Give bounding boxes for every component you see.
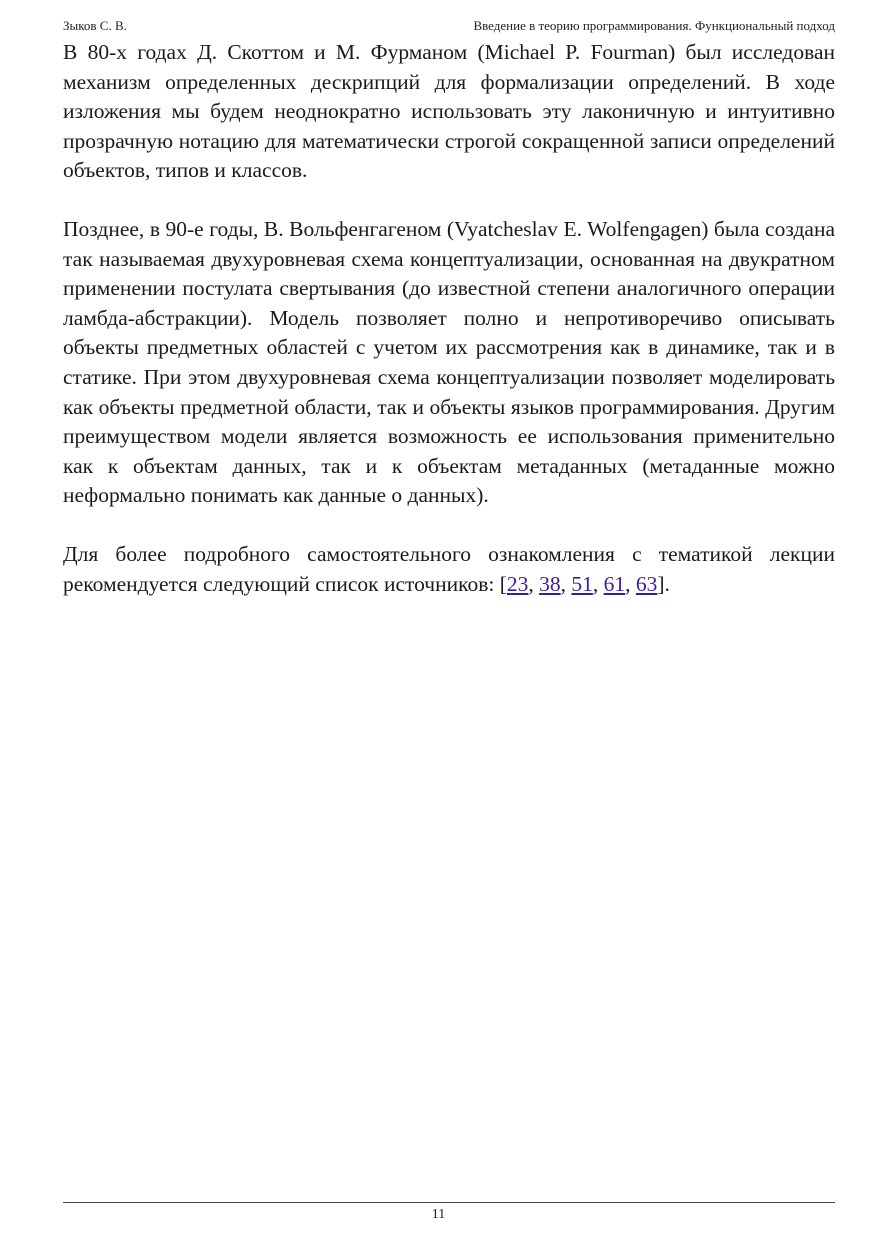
header-book-title: Введение в теорию программирования. Функциональный подход — [473, 18, 835, 33]
reference-link-51[interactable]: 51 — [571, 571, 593, 596]
reference-link-23[interactable]: 23 — [506, 571, 529, 596]
paragraph-2: Позднее, в 90-е годы, В. Вольфенгагеном (Vyatcheslav E. Wolfengagen) была создана так называемая двухуровневая схема концептуализации, основанная на двукратном применении постулата свертывания (до известной степени аналогичного операции ламбда-абстракции). Модель позволяет полно и непротиворечиво описывать объекты предметных областей с учетом их рассмотрения как в динамике, так и в статике. При этом двухуровневая схема концептуализации позволяет моделировать как объекты предметной области, так и объекты языков программирования. Другим преимуществом модели является возможность ее использования применительно как к объектам данных, так и к объектам метаданных (метаданные можно неформально понимать как данные о данных). — [63, 216, 835, 508]
paragraph-3 — [63, 540, 835, 599]
ref-separator: , — [528, 571, 540, 596]
reference-link-38[interactable]: 38 — [539, 571, 561, 596]
ref-separator: , — [592, 571, 604, 596]
paragraph-3-end: ]. — [657, 571, 670, 596]
paragraph-1: В 80-х годах Д. Скоттом и М. Фурманом (Michael P. Fourman) был исследован механизм определенных дескрипций для формализации определений. В ходе изложения мы будем неоднократно использовать эту лаконичную и интуитивно прозрачную нотацию для математически строгой сокращенной записи определений объектов, типов и классов. — [63, 40, 835, 183]
page-body — [63, 38, 835, 628]
paragraph-3-text: Для более подробного самостоятельного ознакомления с тематикой лекции рекомендуется следующий список источников: [ — [63, 541, 835, 596]
ref-separator: , — [625, 571, 636, 596]
reference-link-63[interactable]: 63 — [635, 571, 658, 596]
reference-link-61[interactable]: 61 — [603, 571, 626, 596]
header-author: Зыков С. В. — [63, 18, 127, 33]
footer-divider — [63, 1202, 835, 1203]
page-header — [63, 17, 835, 35]
page-number: 11 — [431, 1207, 446, 1222]
ref-separator: , — [560, 571, 572, 596]
